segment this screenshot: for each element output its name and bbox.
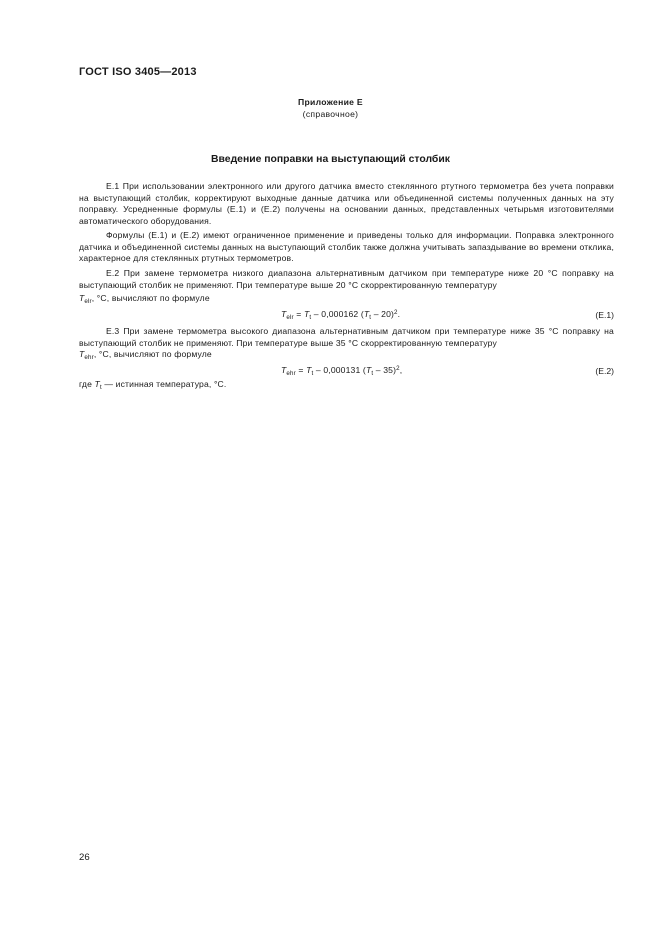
paragraph-text: Е.1 При использовании электронного или другого датчика вместо стеклянного ртутного термометра без учета поправки на выступающий столбик, корректируют выходные данные датчика или объединенной системы полученных данных на эту поправку. Усредненные формулы (Е.1) и (Е.2) получены на основании данных, представленных четырьмя изготовителями автоматического оборудования. [79, 181, 614, 226]
section-title: Введение поправки на выступающий столбик [211, 154, 450, 165]
formula-text: = [295, 365, 307, 375]
formula-text: – 35) [373, 365, 397, 375]
page-number: 26 [79, 852, 90, 863]
subscript: t [369, 314, 372, 321]
paragraph-formulas-note [79, 230, 614, 265]
equation-number-e1: (Е.1) [595, 310, 614, 320]
formula-text: – 20) [371, 309, 395, 319]
symbol-t: T [303, 309, 310, 319]
paragraph-e3-tail [79, 349, 212, 359]
annex-title: Приложение Е [298, 97, 363, 107]
subscript: elr [84, 298, 92, 305]
paragraph-text: Формулы (Е.1) и (Е.2) имеют ограниченное применение и приведены только для информации. Поправка электронного датчика и объединенной системы данных на выступающий столбик также должна учитывать запаздывание во времени отклика, характерное для стеклянных ртутных термометров. [79, 230, 614, 264]
subscript: t [99, 384, 102, 391]
standard-code: ГОСТ ISO 3405—2013 [79, 66, 197, 78]
subscript: t [311, 370, 314, 377]
symbol-t: T [363, 309, 370, 319]
paragraph-e2 [79, 268, 614, 291]
subscript: ehr [84, 354, 94, 361]
formula-punct: . [397, 309, 401, 319]
subscript: elr [286, 314, 294, 321]
paragraph-e2-tail [79, 293, 210, 303]
subscript: t [309, 314, 312, 321]
paragraph-e1 [79, 181, 614, 227]
formula-text: – 0,000131 ( [313, 365, 366, 375]
formula-text: – 0,000162 ( [311, 309, 364, 319]
paragraph-text: Е.2 При замене термометра низкого диапазона альтернативным датчиком при температуре ниже 20 °С поправку на выступающий столбик не применяют. При температуре выше 20 °С скорректированную температуру [79, 268, 614, 290]
where-clause [79, 379, 226, 389]
superscript: 2 [394, 309, 398, 316]
symbol-t: T [281, 309, 287, 319]
paragraph-e3 [79, 326, 614, 349]
symbol-t: T [79, 293, 85, 303]
symbol-t: T [79, 349, 85, 359]
subscript: t [371, 370, 374, 377]
tail-text: , °С, вычисляют по формуле [91, 293, 210, 303]
formula-e2 [281, 365, 402, 375]
symbol-t: T [306, 365, 312, 375]
formula-punct: , [399, 365, 403, 375]
superscript: 2 [396, 365, 400, 372]
equation-number-e2: (Е.2) [595, 366, 614, 376]
symbol-t: T [281, 365, 287, 375]
subscript: ehr [286, 370, 296, 377]
where-text: — истинная температура, °С. [101, 379, 227, 389]
annex-status: (справочное) [302, 109, 359, 119]
tail-text: , °С, вычисляют по формуле [93, 349, 212, 359]
where-text: где [79, 379, 95, 389]
formula-text: = [293, 309, 304, 319]
symbol-t: T [365, 365, 372, 375]
paragraph-text: Е.3 При замене термометра высокого диапазона альтернативным датчиком при температуре ниже 35 °С поправку на выступающий столбик не применяют. При температуре выше 35 °С скорректированную температуру [79, 326, 614, 348]
symbol-t: T [94, 379, 100, 389]
formula-e1 [281, 309, 400, 319]
